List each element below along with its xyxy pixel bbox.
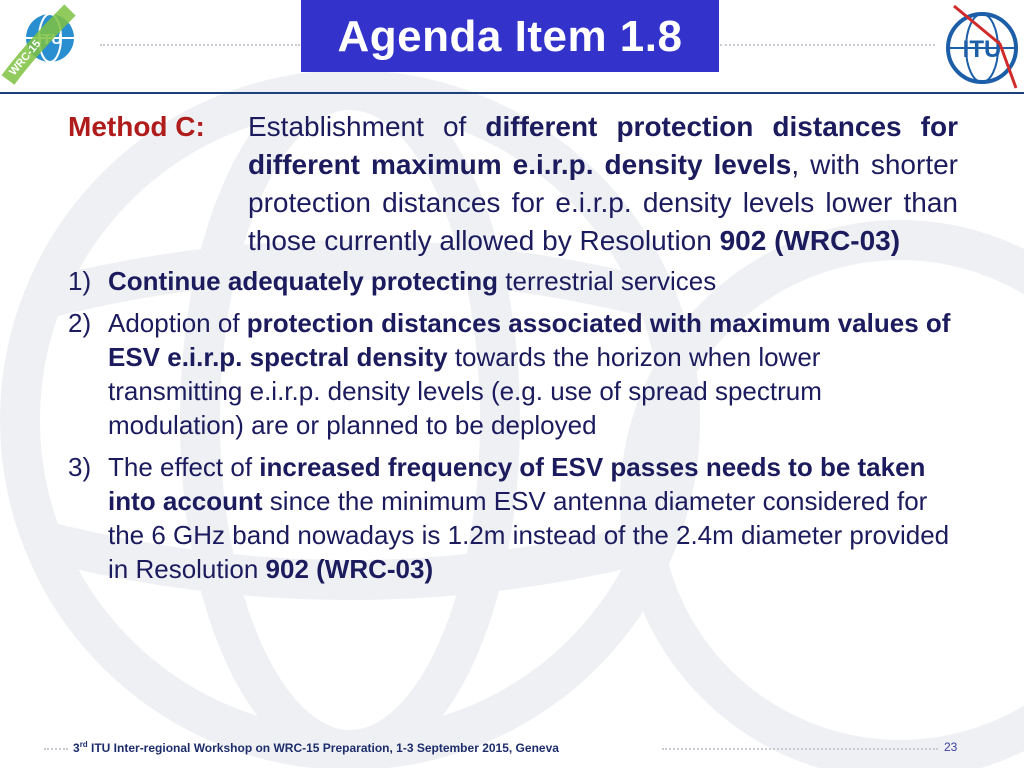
footer-event-text [73, 740, 559, 755]
list-item-text-part: since the minimum ESV antenna diameter considered for the 6 GHz band nowadays is 1.2m instead of the 2.4m diameter provided in Resolution [108, 486, 950, 584]
list-item-bold-part: Continue adequately protecting [108, 266, 499, 296]
method-c-text-part: Establishment of [248, 111, 486, 142]
list-item [68, 264, 958, 298]
header-dotted-line-left [100, 44, 300, 46]
list-item-text-part: Adoption of [108, 308, 247, 338]
list-item-bold-part: protection distances associated with maximum values of ESV e.i.r.p. spectral density [108, 308, 951, 372]
header-dotted-line-right [720, 44, 935, 46]
list-item-text-part: terrestrial services [498, 266, 717, 296]
list-item-bold-part: increased frequency of ESV passes needs to be taken into account [108, 452, 926, 516]
method-c-text [248, 108, 958, 260]
list-item-number: 3) [68, 452, 92, 482]
method-c-text-part: , with shorter protection distances for e.i.r.p. density levels lower than those currently allowed by Resolution [248, 149, 958, 256]
list-item [68, 450, 958, 586]
svg-text:WRC-15: WRC-15 [7, 37, 44, 78]
list-item [68, 306, 958, 442]
method-c-label: Method C: [68, 111, 205, 142]
svg-text:ITU: ITU [37, 31, 63, 48]
svg-text:ITU: ITU [962, 36, 1002, 63]
itu-logo [940, 2, 1024, 90]
list-item-text-part: The effect of [108, 452, 260, 482]
footer-dotted-line-right [662, 748, 938, 750]
wrc15-logo [0, 0, 92, 92]
numbered-list [68, 264, 958, 586]
footer-ordinal-suffix: rd [79, 740, 88, 749]
method-c-bold-part: different protection distances for different maximum e.i.r.p. density levels [248, 111, 958, 180]
page-number: 23 [944, 740, 958, 754]
resolution-ref: 902 (WRC-03) [719, 225, 901, 256]
footer-dotted-line-left [44, 748, 68, 750]
resolution-ref: 902 (WRC-03) [265, 554, 434, 584]
footer-text: ITU Inter-regional Workshop on WRC-15 Preparation, 1-3 September 2015, Geneva [87, 741, 559, 755]
footer-ordinal: 3 [73, 741, 80, 755]
method-c-block [68, 108, 958, 260]
list-item-number: 1) [68, 266, 92, 296]
slide-content [68, 108, 958, 594]
list-item-text-part: towards the horizon when lower transmitting e.i.r.p. density levels (e.g. use of spread spectrum modulation) are or planned to be deployed [108, 342, 822, 440]
header-rule [0, 92, 1024, 94]
slide-title: Agenda Item 1.8 [301, 0, 719, 72]
list-item-number: 2) [68, 308, 92, 338]
